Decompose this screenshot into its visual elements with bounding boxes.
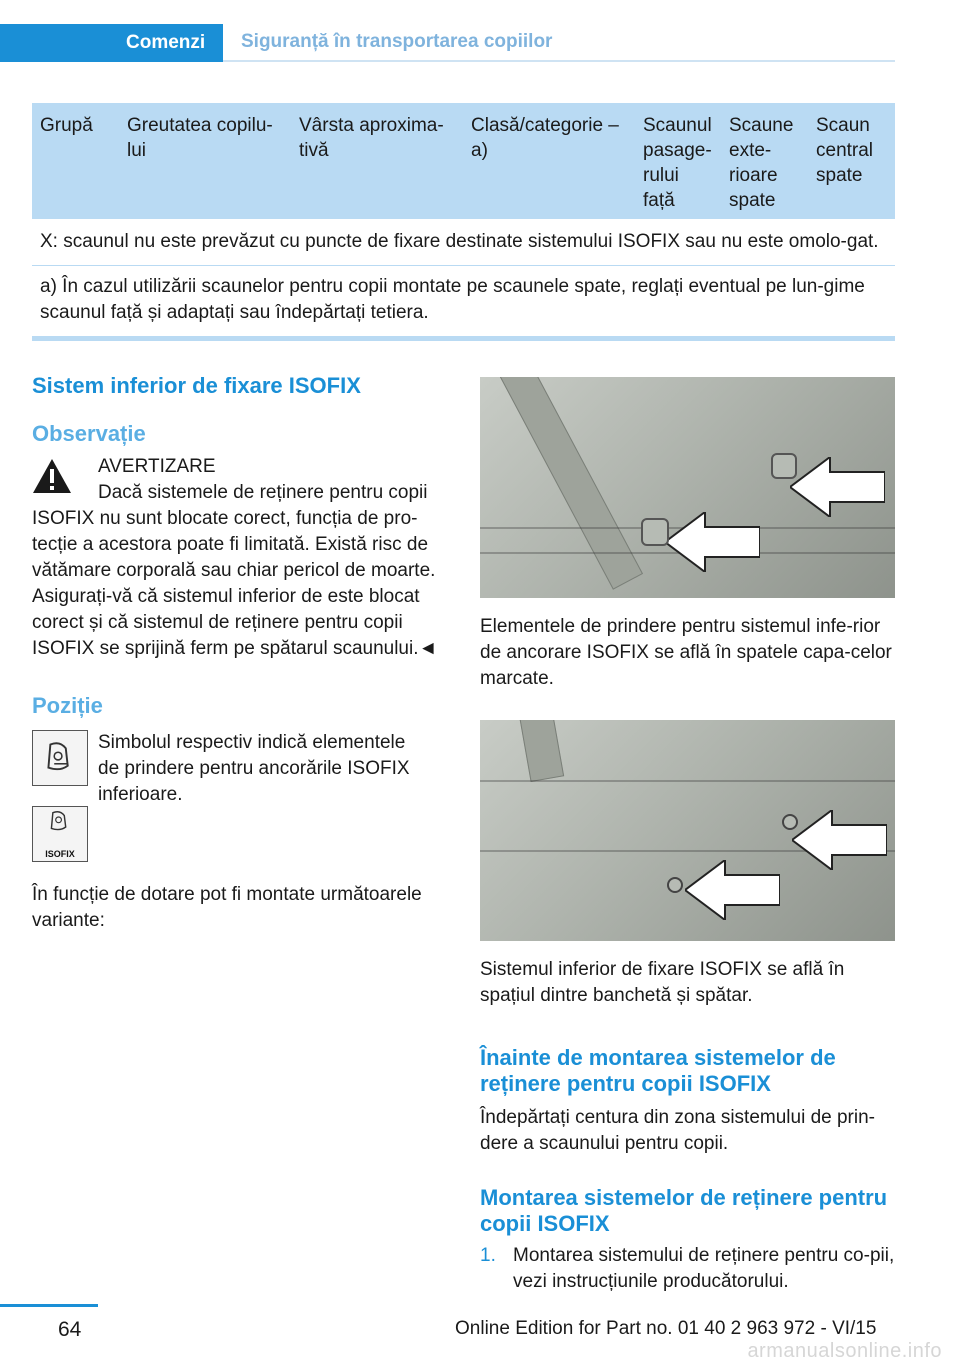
step-number: 1.	[480, 1245, 496, 1266]
table-header-cell: Vârsta aproxima-tivă	[299, 115, 444, 161]
breadcrumb[interactable]: Siguranță în transportarea copiilor	[241, 31, 553, 52]
page-header	[0, 0, 960, 62]
arrow-icon	[792, 810, 887, 870]
variants-text: În funcție de dotare pot fi montate următoarele variante:	[32, 884, 422, 931]
isofix-anchor-icon	[32, 806, 88, 862]
section-title: Sistem inferior de fixare ISOFIX	[32, 373, 361, 398]
right-column	[480, 377, 895, 1295]
isofix-symbols	[32, 730, 452, 870]
seat-anchor-photo	[480, 377, 895, 598]
anchor-cover-icon	[770, 452, 798, 480]
heading-before-mounting: Înainte de montarea sistemelor de reținere pentru copii ISOFIX	[480, 1045, 836, 1096]
list-item	[480, 1243, 895, 1295]
anchor-point-icon	[780, 812, 800, 832]
arrow-icon	[685, 860, 780, 920]
table-header-cell: Scaune exte-rioare spate	[729, 115, 794, 211]
symbol-description: Simbolul respectiv indică elementele de prindere pentru ancorările ISOFIX inferioare.	[98, 732, 410, 805]
seatbelt-shape	[491, 377, 643, 590]
tab-comenzi[interactable]: Comenzi	[0, 24, 223, 62]
table-header-row	[32, 103, 895, 219]
remove-belt-text: Îndepărtați centura din zona sistemului de prin-dere a scaunului pentru copii.	[480, 1107, 876, 1154]
table-bottom-rule	[32, 336, 895, 341]
warning-block	[32, 454, 452, 480]
table-header-cell: Scaun central spate	[816, 115, 874, 186]
arrow-icon	[790, 457, 885, 517]
table-header-cell: Greutatea copilu-lui	[127, 115, 273, 161]
warning-title: AVERTIZARE	[98, 456, 216, 477]
photo-caption-1: Elementele de prindere pentru sistemul infe-rior de ancorare ISOFIX se află în spatele capa-celor marcate.	[480, 616, 892, 689]
left-column	[32, 372, 452, 934]
anchor-point-icon	[665, 875, 685, 895]
anchor-cover-icon	[640, 517, 670, 547]
isofix-table	[32, 103, 895, 341]
position-heading: Poziție	[32, 693, 103, 718]
footer-rule	[0, 1304, 98, 1307]
observation-heading: Observație	[32, 421, 146, 446]
table-header-cell: Grupă	[40, 115, 93, 136]
heading-mounting: Montarea sistemelor de reținere pentru copii ISOFIX	[480, 1185, 888, 1236]
seat-gap-photo	[480, 720, 895, 941]
warning-text: Dacă sistemele de reținere pentru copii ISOFIX nu sunt blocate corect, funcția de pro-tecție a acestora poate fi limitată. Există risc de vătămare corporală sau chiar pericol de moarte. Asigurați-vă că sistemul inferior de este blocat corect și că sistemul de reținere pentru copii ISOFIX se sprijină ferm pe spătarul scaunului.◄	[32, 482, 438, 659]
warning-icon	[32, 458, 72, 494]
child-seat-icon	[32, 730, 88, 786]
seatbelt-shape	[510, 720, 564, 782]
edition-text: Online Edition for Part no. 01 40 2 963 972 - VI/15	[455, 1318, 877, 1339]
isofix-label: ISOFIX	[45, 849, 75, 859]
page-number: 64	[58, 1318, 82, 1341]
watermark: armanualsonline.info	[747, 1340, 942, 1362]
photo-caption-2: Sistemul inferior de fixare ISOFIX se află în spațiul dintre banchetă și spătar.	[480, 959, 845, 1006]
table-header-cell: Clasă/categorie – a)	[471, 115, 619, 161]
arrow-icon	[665, 512, 760, 572]
seat-seam	[480, 780, 895, 782]
table-header-cell: Scaunul pasage-rului față	[643, 115, 712, 211]
step-text: Montarea sistemului de reținere pentru co-pii, vezi instrucțiunile producătorului.	[513, 1245, 895, 1292]
mounting-steps	[480, 1243, 895, 1295]
header-divider	[223, 60, 895, 62]
table-note-row: X: scaunul nu este prevăzut cu puncte de fixare destinate sistemului ISOFIX sau nu este omolo-gat.	[40, 231, 879, 252]
table-note-row: a) În cazul utilizării scaunelor pentru copii montate pe scaunele spate, reglați eventual pe lun-gime scaunul față și adaptați sau îndepărtați tetiera.	[32, 265, 895, 336]
